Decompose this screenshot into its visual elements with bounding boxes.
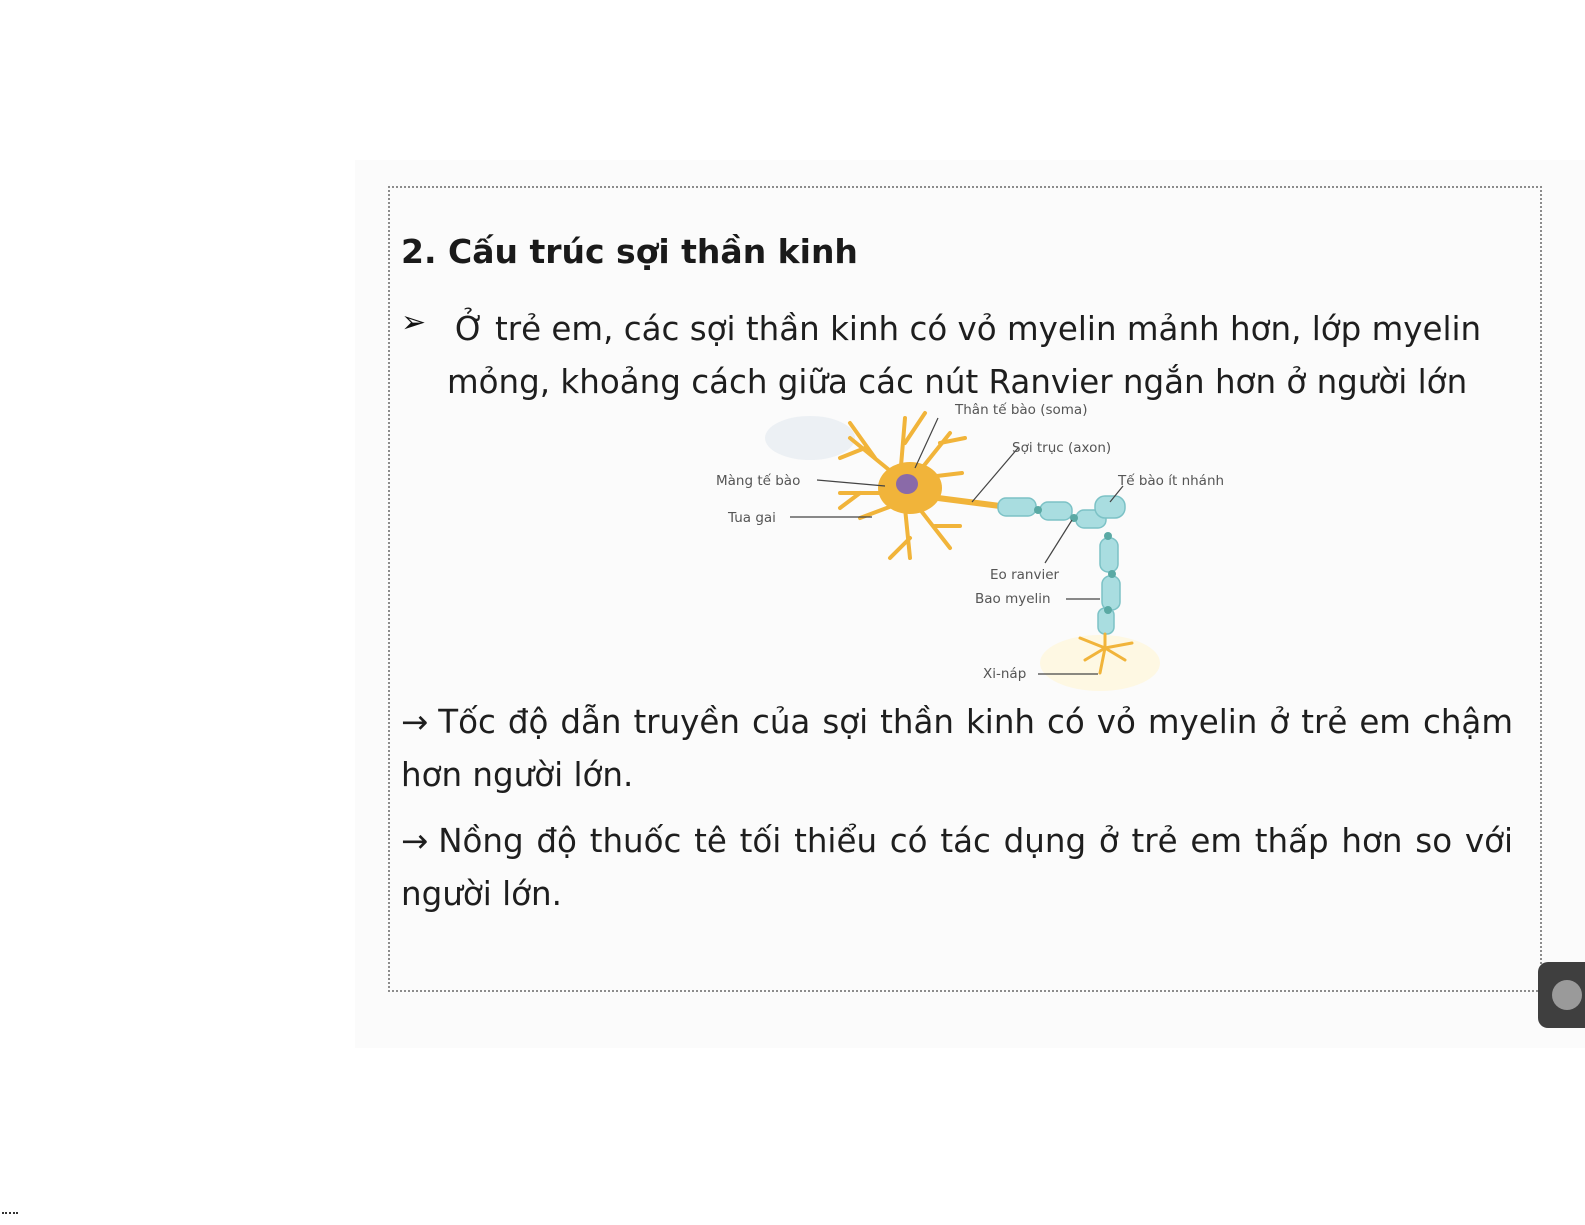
arrow-right-icon: →: [401, 703, 429, 741]
conclusion-anesthetic: [401, 815, 1513, 921]
nucleus: [896, 474, 918, 494]
label-soma: Thân tế bào (soma): [955, 402, 1088, 418]
slide-heading: 2. Cấu trúc sợi thần kinh: [401, 232, 858, 271]
label-synapse: Xi-náp: [983, 666, 1027, 682]
conclusion-anesthetic-text: Nồng độ thuốc tê tối thiểu có tác dụng ở trẻ em thấp hơn so với người lớn.: [401, 822, 1513, 913]
label-axon: Sợi trục (axon): [1012, 440, 1112, 456]
axon: [938, 498, 1000, 506]
conclusion-speed: [401, 696, 1513, 802]
bullet-text: Ở trẻ em, các sợi thần kinh có vỏ myelin mảnh hơn, lớp myelin mỏng, khoảng cách giữa các nút Ranvier ngắn hơn ở người lớn: [447, 310, 1482, 401]
conclusion-speed-text: Tốc độ dẫn truyền của sợi thần kinh có vỏ myelin ở trẻ em chậm hơn người lớn.: [401, 703, 1513, 794]
corner-mark: [2, 1212, 18, 1216]
label-myelin: Bao myelin: [975, 591, 1051, 607]
floating-widget-button[interactable]: [1538, 962, 1585, 1028]
label-dendrite: Tua gai: [728, 510, 776, 526]
label-schwann: Tế bào ít nhánh: [1118, 473, 1225, 489]
arrow-right-icon: →: [401, 822, 429, 860]
label-node: Eo ranvier: [990, 567, 1060, 583]
neuron-diagram: [700, 398, 1260, 698]
label-membrane: Màng tế bào: [716, 473, 801, 489]
bullet-arrow-icon: ➢: [401, 305, 427, 340]
